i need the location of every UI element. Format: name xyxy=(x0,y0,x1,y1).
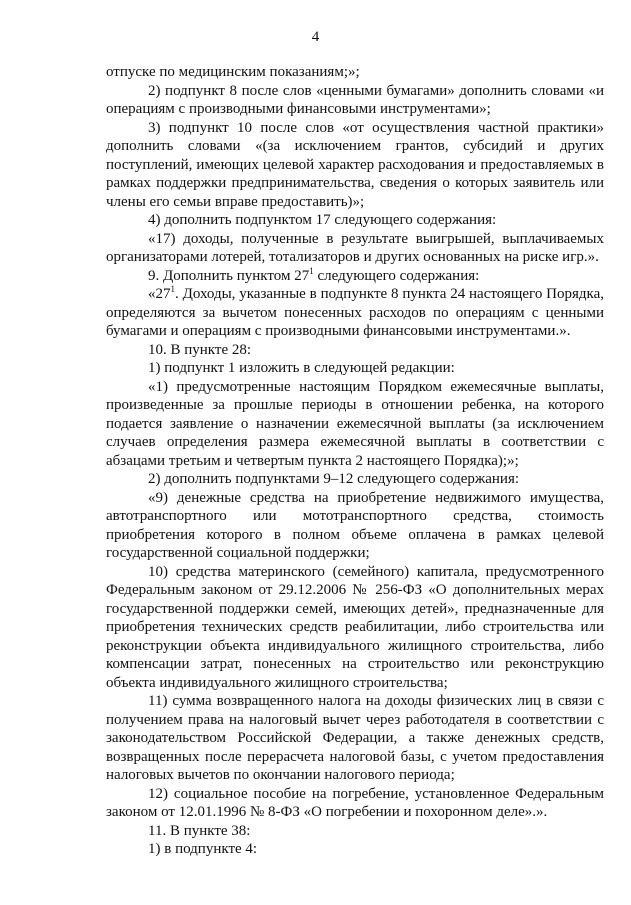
paragraph-subitem-1b: 1) в подпункте 4: xyxy=(148,841,258,857)
paragraph-quote-17: «17) доходы, полученные в результате выигрышей, выплачиваемых организаторами лотерей, тотализаторов и других основанных на риске игр.». xyxy=(106,230,604,265)
paragraph-item-9 xyxy=(106,267,604,286)
paragraph-subitem-3: 3) подпункт 10 после слов «от осуществления частной практики» дополнить словами «(за исключением грантов, субсидий и других поступлений, имеющих целевой характер расходования и предоставляемых в рамках поддержки предпринимательства, сведения о которых заявитель или члены его семьи вправе предоставить)»; xyxy=(106,119,604,210)
paragraph-item-10: 10. В пункте 28: xyxy=(148,341,252,358)
document-body xyxy=(106,63,604,859)
paragraph-quote-1: «1) предусмотренные настоящим Порядком ежемесячные выплаты, произведенные за прошлые периоды в отношении ребенка, на которого подается заявление о назначении ежемесячной выплаты (за исключением случаев определения размера ежемесячной выплаты в соответствии с абзацами третьим и четвертым пункта 2 настоящего Порядка);»; xyxy=(106,378,604,469)
paragraph-10: 10) средства материнского (семейного) капитала, предусмотренного Федеральным законом от 29.12.2006 № 256-ФЗ «О дополнительных мерах государственной поддержки семей, имеющих детей», предназначенные для приобретения технических средств реабилитации, либо строительства или реконструкции объекта индивидуального жилищного строительства, либо компенсации затрат, понесенных на строительство или реконструкцию объекта индивидуального жилищного строительства; xyxy=(106,563,604,691)
paragraph-12: 12) социальное пособие на погребение, установленное Федеральным законом от 12.01.1996 № 8-ФЗ «О погребении и похоронном деле».». xyxy=(106,785,604,820)
paragraph-quote-27-after: . Доходы, указанные в подпункте 8 пункта 24 настоящего Порядка, определяются за вычетом понесенных расходов по операциям с ценными бумагами и операциям с производными финансовыми инструментами.». xyxy=(106,286,604,339)
paragraph-quote-27-1 xyxy=(106,285,604,341)
paragraph-quote-27-text: «27 xyxy=(148,286,171,302)
superscript: 1 xyxy=(170,284,175,294)
paragraph-subitem-2b: 2) дополнить подпунктами 9–12 следующего содержания: xyxy=(148,471,520,487)
paragraph-subitem-4: 4) дополнить подпунктом 17 следующего содержания: xyxy=(148,212,497,228)
paragraph-quote-9: «9) денежные средства на приобретение недвижимого имущества, автотранспортного или мототранспортного средства, стоимость приобретения которого в полном объеме оплачена в рамках целевой государственной социальной поддержки; xyxy=(106,489,604,561)
superscript: 1 xyxy=(309,265,314,276)
paragraph-continuation: отпуске по медицинским показаниям;»; xyxy=(106,64,360,80)
page-number: 4 xyxy=(311,29,320,45)
paragraph-item-11: 11. В пункте 38: xyxy=(148,822,251,839)
paragraph-subitem-2: 2) подпункт 8 после слов «ценными бумагами» дополнить словами «и операциям с производными финансовыми инструментами»; xyxy=(106,82,604,117)
paragraph-item-9-text: 9. Дополнить пунктом 27 xyxy=(148,267,310,284)
paragraph-item-9-after: следующего содержания: xyxy=(313,267,480,284)
paragraph-subitem-1: 1) подпункт 1 изложить в следующей редакции: xyxy=(148,360,455,376)
paragraph-11: 11) сумма возвращенного налога на доходы физических лиц в связи с получением права на налоговый вычет через работодателя в соответствии с законодательством Российской Федерации, а также денежных средств, возвращенных после перерасчета налоговой базы, с учетом предоставления налоговых вычетов по окончании налогового периода; xyxy=(106,693,604,783)
